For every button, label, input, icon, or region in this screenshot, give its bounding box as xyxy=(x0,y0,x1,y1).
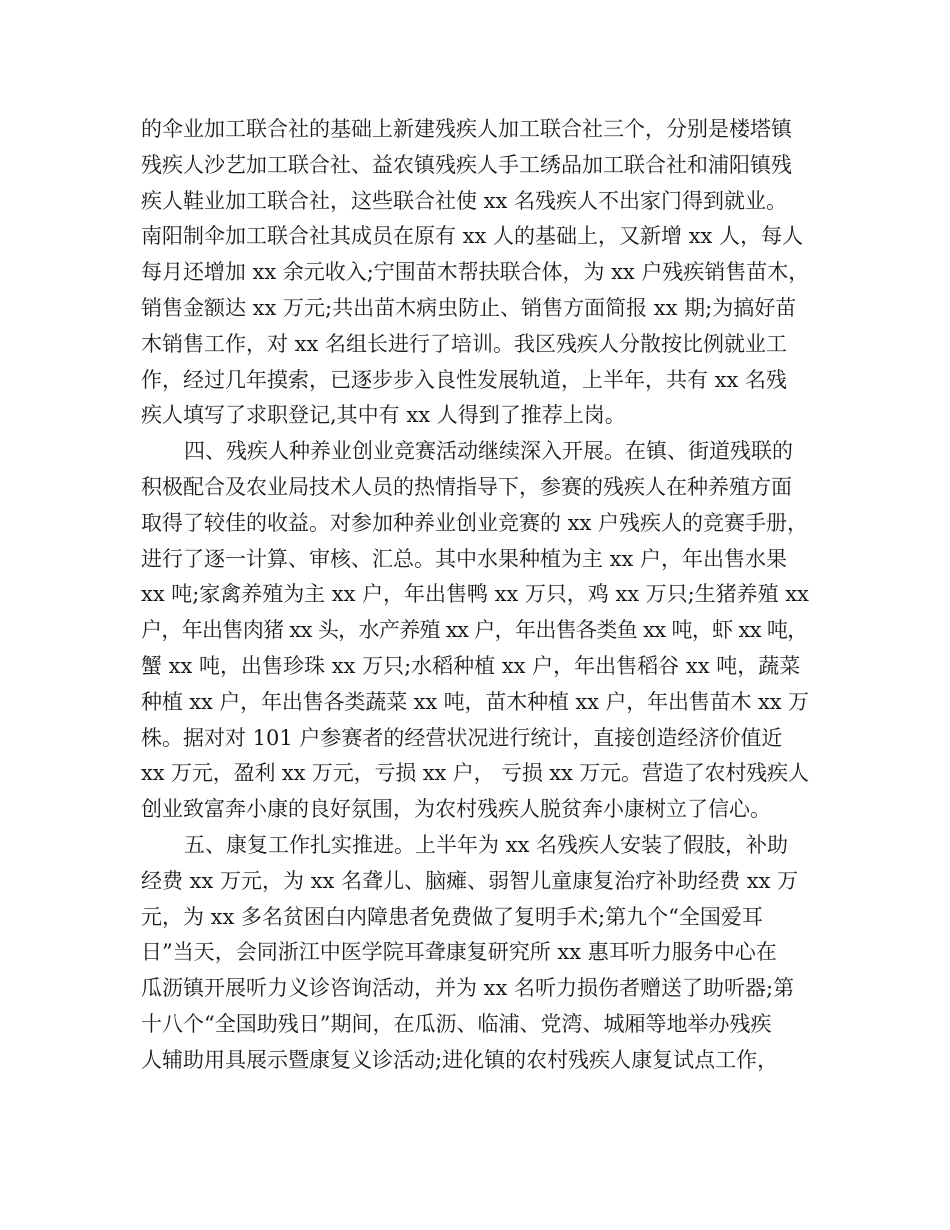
text-line: 创业致富奔小康的良好氛围，为农村残疾人脱贫奔小康树立了信心。 xyxy=(141,797,771,822)
text-line: 蟹 xx 吨，出售珍珠 xx 万只;水稻种植 xx 户，年出售稻谷 xx 吨，蔬菜 xyxy=(141,653,801,678)
text-line: 元，为 xx 多名贫困白内障患者免费做了复明手术;第九个“全国爱耳 xyxy=(141,904,763,929)
text-line: 户，年出售肉猪 xx 头，水产养殖 xx 户，年出售各类鱼 xx 吨，虾 xx 吨， xyxy=(141,618,808,643)
text-line: 日”当天，会同浙江中医学院耳聋康复研究所 xx 惠耳听力服务中心在 xyxy=(141,940,777,965)
paragraph-first-line: 五、康复工作扎实推进。上半年为 xx 名残疾人安装了假肢，补助 xyxy=(184,832,789,857)
text-line: 经费 xx 万元，为 xx 名聋儿、脑瘫、弱智儿童康复治疗补助经费 xx 万 xyxy=(141,868,799,893)
text-line: 木销售工作，对 xx 名组长进行了培训。我区残疾人分散按比例就业工 xyxy=(141,331,788,356)
text-line: 疾人鞋业加工联合社，这些联合社使 xx 名残疾人不出家门得到就业。 xyxy=(141,188,788,213)
text-line: 积极配合及农业局技术人员的热情指导下，参赛的残疾人在种养殖方面 xyxy=(141,474,792,499)
text-line: 作，经过几年摸索，已逐步步入良性发展轨道，上半年，共有 xx 名残 xyxy=(141,367,788,392)
text-line: 的伞业加工联合社的基础上新建残疾人加工联合社三个，分别是楼塔镇 xyxy=(141,117,792,141)
text-line: 人辅助用具展示暨康复义诊活动;进化镇的农村残疾人康复试点工作， xyxy=(141,1047,779,1072)
body-text xyxy=(141,112,809,1079)
text-line: 每月还增加 xx 余元收入;宁围苗木帮扶联合体，为 xx 户残疾销售苗木， xyxy=(141,260,810,285)
text-line: 株。据对对 101 户参赛者的经营状况进行统计，直接创造经济价值近 xyxy=(141,725,783,750)
text-line: 十八个“全国助残日”期间，在瓜沥、临浦、党湾、城厢等地举办残疾 xyxy=(141,1011,772,1036)
text-line: 种植 xx 户，年出售各类蔬菜 xx 吨，苗木种植 xx 户，年出售苗木 xx 万 xyxy=(141,689,809,714)
text-line: 进行了逐一计算、审核、汇总。其中水果种植为主 xx 户，年出售水果 xyxy=(141,546,788,571)
text-line: 疾人填写了求职登记,其中有 xx 人得到了推荐上岗。 xyxy=(141,403,626,428)
paragraph-first-line: 四、残疾人种养业创业竞赛活动继续深入开展。在镇、街道残联的 xyxy=(184,439,793,464)
text-line: 销售金额达 xx 万元;共出苗木病虫防止、销售方面简报 xx 期;为搞好苗 xyxy=(141,295,797,320)
text-line: xx 万元，盈利 xx 万元，亏损 xx 户， 亏损 xx 万元。营造了农村残疾人 xyxy=(141,761,809,786)
text-line: 取得了较佳的收益。对参加种养业创业竞赛的 xx 户残疾人的竞赛手册， xyxy=(141,510,809,535)
text-line: xx 吨;家禽养殖为主 xx 户，年出售鸭 xx 万只，鸡 xx 万只;生猪养殖 xx xyxy=(141,582,809,607)
text-line: 残疾人沙艺加工联合社、益农镇残疾人手工绣品加工联合社和浦阳镇残 xyxy=(141,152,792,177)
text-line: 瓜沥镇开展听力义诊咨询活动，并为 xx 名听力损伤者赠送了助听器;第 xyxy=(141,976,795,1001)
text-line: 南阳制伞加工联合社其成员在原有 xx 人的基础上，又新增 xx 人，每人 xyxy=(141,224,804,249)
